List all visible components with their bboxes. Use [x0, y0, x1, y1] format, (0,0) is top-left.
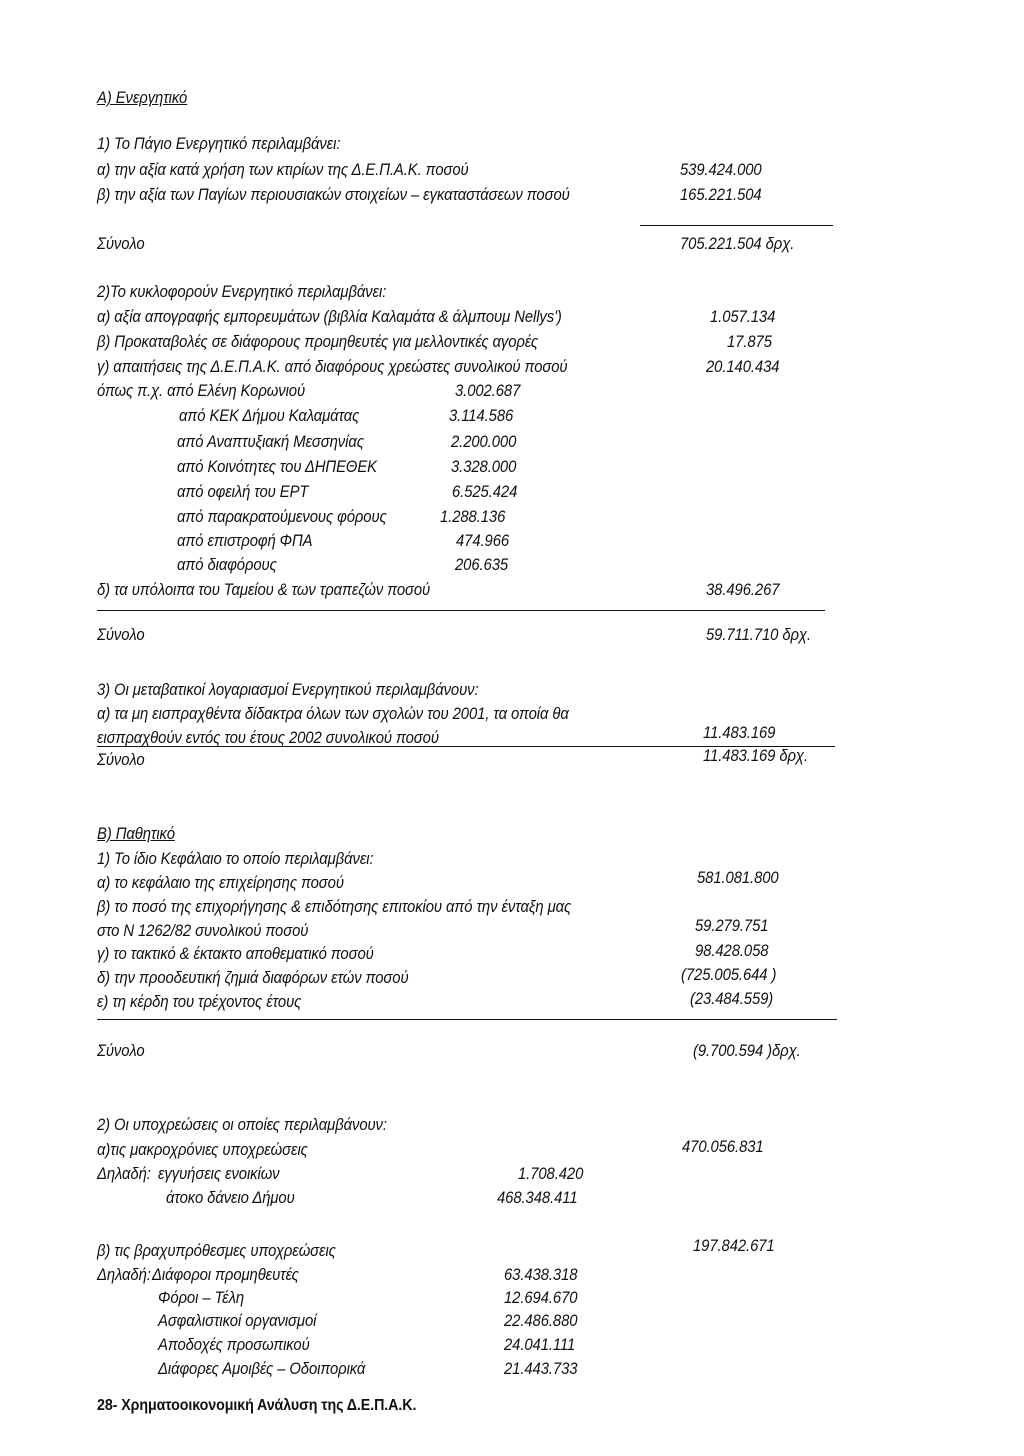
fixed-assets-divider	[640, 225, 833, 226]
current-assets-a-value: 1.057.134	[710, 308, 776, 326]
current-assets-c-text: γ) απαιτήσεις της Δ.Ε.Π.Α.Κ. από διαφόρους χρεώστες συνολικού ποσού	[97, 358, 568, 376]
debtor-label: από διαφόρους	[177, 556, 277, 574]
equity-e-value: (23.484.559)	[690, 990, 774, 1008]
obligations-a-detail-value: 468.348.411	[497, 1189, 578, 1207]
equity-intro: 1) Το ίδιο Κεφάλαιο το οποίο περιλαμβάνει:	[97, 850, 374, 868]
current-assets-divider	[97, 610, 825, 611]
debtor-value: 3.328.000	[451, 458, 517, 476]
obligations-b-detail-value: 21.443.733	[504, 1360, 578, 1378]
obligations-b-detail-label: Διάφορες Αμοιβές – Οδοιπορικά	[158, 1360, 366, 1378]
equity-b-text-1: β) το ποσό της επιχορήγησης & επιδότησης επιτοκίου από την ένταξη μας	[97, 898, 572, 916]
transitory-a-text-1: α) τα μη εισπραχθέντα δίδακτρα όλων των σχολών του 2001, τα οποία θα	[97, 705, 569, 723]
debtor-value: 1.288.136	[440, 508, 506, 526]
current-assets-total-value: 59.711.710 δρχ.	[706, 626, 811, 644]
equity-e-text: ε) τη κέρδη του τρέχοντος έτους	[97, 993, 302, 1011]
obligations-a-detail-label: εγγυήσεις ενοικίων	[158, 1165, 280, 1183]
obligations-b-text: β) τις βραχυπρόθεσμες υποχρεώσεις	[97, 1242, 336, 1260]
transitory-total-value: 11.483.169 δρχ.	[703, 747, 808, 765]
fixed-assets-b-value: 165.221.504	[680, 186, 762, 204]
current-assets-c-value: 20.140.434	[706, 358, 780, 376]
obligations-b-detail-label: Αποδοχές προσωπικού	[158, 1336, 310, 1354]
equity-b-text-2: στο Ν 1262/82 συνολικού ποσού	[97, 922, 309, 940]
equity-d-text: δ) την προοδευτική ζημιά διαφόρων ετών ποσού	[97, 969, 409, 987]
equity-a-value: 581.081.800	[697, 869, 779, 887]
current-assets-total-label: Σύνολο	[97, 626, 145, 644]
current-assets-intro: 2)Το κυκλοφορούν Ενεργητικό περιλαμβάνει:	[97, 283, 387, 301]
current-assets-b-text: β) Προκαταβολές σε διάφορους προμηθευτές για μελλοντικές αγορές	[97, 333, 539, 351]
liabilities-heading: Β) Παθητικό	[97, 825, 175, 843]
debtor-detail-first-value: 3.002.687	[455, 382, 521, 400]
obligations-b-value: 197.842.671	[693, 1237, 775, 1255]
transitory-a-text-2: εισπραχθούν εντός του έτους 2002 συνολικού ποσού	[97, 729, 439, 747]
obligations-a-text: α)τις μακροχρόνιες υποχρεώσεις	[97, 1141, 308, 1159]
fixed-assets-intro: 1) Το Πάγιο Ενεργητικό περιλαμβάνει:	[97, 135, 341, 153]
obligations-b-detail-value: 24.041.111	[504, 1336, 576, 1354]
obligations-intro: 2) Οι υποχρεώσεις οι οποίες περιλαμβάνουν:	[97, 1116, 387, 1134]
debtor-label: από ΚΕΚ Δήμου Καλαμάτας	[179, 407, 360, 425]
fixed-assets-b-text: β) την αξία των Παγίων περιουσιακών στοιχείων – εγκαταστάσεων ποσού	[97, 186, 570, 204]
fixed-assets-total-label: Σύνολο	[97, 235, 145, 253]
obligations-b-prefix: Δηλαδή:	[97, 1266, 151, 1284]
equity-divider	[97, 1019, 837, 1020]
obligations-b-detail-label: Φόροι – Τέλη	[158, 1289, 244, 1307]
debtor-label: από οφειλή του ΕΡΤ	[177, 483, 309, 501]
debtor-value: 6.525.424	[452, 483, 518, 501]
debtor-value: 474.966	[456, 532, 510, 550]
debtor-label: από παρακρατούμενους φόρους	[177, 508, 387, 526]
debtor-label: από Κοινότητες του ΔΗΠΕΘΕΚ	[177, 458, 377, 476]
obligations-b-detail-value: 12.694.670	[504, 1289, 578, 1307]
equity-total-value: (9.700.594 )δρχ.	[693, 1042, 801, 1060]
equity-c-value: 98.428.058	[695, 942, 769, 960]
obligations-b-detail-value: 22.486.880	[504, 1312, 578, 1330]
fixed-assets-total-value: 705.221.504 δρχ.	[680, 235, 795, 253]
obligations-a-detail-value: 1.708.420	[518, 1165, 584, 1183]
obligations-a-value: 470.056.831	[682, 1138, 764, 1156]
fixed-assets-a-value: 539.424.000	[680, 161, 762, 179]
equity-total-label: Σύνολο	[97, 1042, 145, 1060]
equity-b-value: 59.279.751	[695, 917, 769, 935]
transitory-a-value: 11.483.169	[703, 724, 776, 742]
assets-heading: Α) Ενεργητικό	[97, 89, 188, 107]
obligations-a-prefix: Δηλαδή:	[97, 1165, 151, 1183]
equity-a-text: α) το κεφάλαιο της επιχείρησης ποσού	[97, 874, 344, 892]
obligations-b-detail-label: Διάφοροι προμηθευτές	[152, 1266, 299, 1284]
debtor-label: από επιστροφή ΦΠΑ	[177, 532, 313, 550]
obligations-a-detail-label: άτοκο δάνειο Δήμου	[166, 1189, 295, 1207]
transitory-total-label: Σύνολο	[97, 751, 145, 769]
page-footer: 28- Χρηματοοικονομική Ανάλυση της Δ.Ε.Π.Α.Κ.	[97, 1397, 417, 1414]
equity-c-text: γ) το τακτικό & έκτακτο αποθεματικό ποσού	[97, 945, 374, 963]
fixed-assets-a-text: α) την αξία κατά χρήση των κτιρίων της Δ.Ε.Π.Α.Κ. ποσού	[97, 161, 469, 179]
debtor-label: από Αναπτυξιακή Μεσσηνίας	[177, 433, 364, 451]
debtor-value: 2.200.000	[451, 433, 517, 451]
debtor-value: 3.114.586	[449, 407, 514, 425]
current-assets-d-text: δ) τα υπόλοιπα του Ταμείου & των τραπεζών ποσού	[97, 581, 431, 599]
debtor-value: 206.635	[455, 556, 509, 574]
equity-d-value: (725.005.644 )	[681, 966, 777, 984]
current-assets-a-text: α) αξία απογραφής εμπορευμάτων (βιβλία Καλαμάτα & άλμπουμ Nellys')	[97, 308, 562, 326]
debtor-detail-intro: όπως π.χ. από Ελένη Κορωνιού	[97, 382, 306, 400]
obligations-b-detail-label: Ασφαλιστικοί οργανισμοί	[158, 1312, 317, 1330]
transitory-intro: 3) Οι μεταβατικοί λογαριασμοί Ενεργητικού περιλαμβάνουν:	[97, 681, 479, 699]
current-assets-d-value: 38.496.267	[706, 581, 780, 599]
obligations-b-detail-value: 63.438.318	[504, 1266, 578, 1284]
current-assets-b-value: 17.875	[727, 333, 772, 351]
